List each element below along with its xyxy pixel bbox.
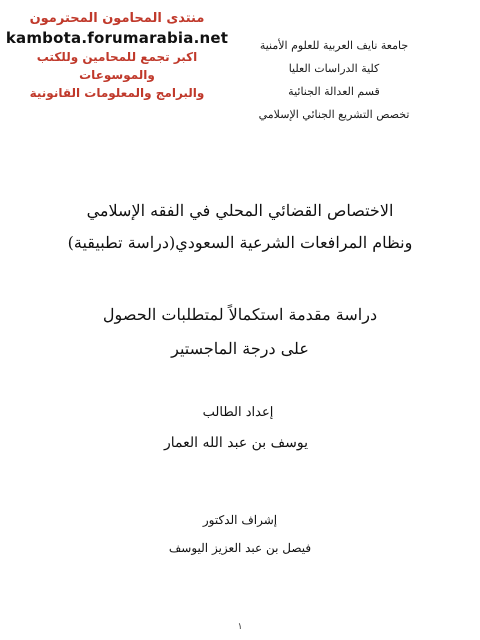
purpose-line-1: دراسة مقدمة استكمالاً لمتطلبات الحصول	[102, 305, 378, 324]
thesis-title	[40, 195, 440, 259]
supervisor-block	[160, 506, 320, 562]
purpose-line-2: على درجة الماجستير	[171, 339, 309, 358]
author-label: إعداد الطالب	[202, 405, 274, 420]
specialization-name: تخصص التشريع الجنائي الإسلامي	[258, 108, 410, 121]
supervisor-label: إشراف الدكتور	[202, 513, 278, 527]
college-name: كلية الدراسات العليا	[288, 62, 380, 75]
page-number: ١	[237, 622, 243, 632]
forum-watermark	[4, 10, 230, 102]
thesis-purpose	[40, 298, 440, 366]
title-line-1: الاختصاص القضائي المحلي في الفقه الإسلامي	[86, 201, 394, 220]
title-line-2: ونظام المرافعات الشرعية السعودي(دراسة تطبيقية)	[67, 233, 413, 252]
supervisor-name: فيصل بن عبد العزيز اليوسف	[168, 541, 312, 555]
forum-name: منتدى المحامون المحترمون	[29, 11, 205, 26]
forum-tagline-2: والبرامج والمعلومات القانونية	[29, 86, 205, 100]
institution-header	[234, 34, 434, 126]
author-name: يوسف بن عبد الله العمار	[164, 435, 308, 451]
author-block	[164, 398, 308, 458]
forum-url: kambota.forumarabia.net	[5, 29, 229, 47]
university-name: جامعة نايف العربية للعلوم الأمنية	[259, 39, 409, 52]
department-name: قسم العدالة الجنائية	[288, 85, 380, 98]
forum-tagline-1: اكبر تجمع للمحامين وللكتب والموسوعات	[36, 50, 198, 82]
